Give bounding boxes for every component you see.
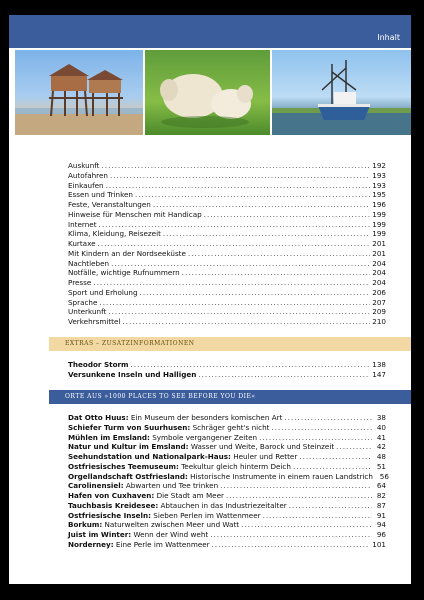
toc-entry-place-name: Borkum: [68, 520, 103, 530]
toc-entry-title [68, 452, 297, 462]
toc-entry-subtitle: Heuler und Retter [230, 452, 298, 461]
toc-entry-page: 51 [376, 461, 386, 471]
toc-entry-title: Feste, Veranstaltungen [68, 200, 151, 209]
photo-sheep [145, 50, 270, 135]
toc-entry-page: 41 [376, 432, 386, 442]
dot-leader [289, 501, 372, 511]
toc-entry-place-name: Tauchbasis Kreidesee: [68, 500, 159, 510]
toc-entry-title: Theodor Storm [68, 360, 129, 369]
photo-fishing-boat [272, 50, 411, 135]
dot-leader [102, 161, 371, 171]
toc-entry-page: 201 [372, 248, 386, 258]
toc-entry-page: 204 [372, 268, 386, 278]
toc-entry-page: 38 [376, 413, 386, 422]
dot-leader [204, 210, 371, 220]
toc-entry-page: 199 [372, 209, 386, 219]
toc-entry-subtitle: Wasser und Weite, Barock und Steinzeit [188, 442, 335, 452]
toc-entry[interactable] [68, 210, 386, 220]
toc-entry-title: Versunkene Inseln und Halligen [68, 369, 197, 379]
toc-entry-place-name: Natur und Kultur im Emsland: [68, 442, 189, 452]
toc-entry-title: Kurtaxe [68, 239, 96, 248]
toc-entry-title [68, 491, 224, 501]
toc-entry[interactable] [68, 220, 386, 230]
dot-leader [110, 171, 370, 181]
dot-leader [153, 200, 370, 210]
toc-entry[interactable] [68, 171, 386, 181]
header-bar [9, 15, 411, 48]
toc-entry[interactable] [68, 530, 386, 540]
toc-entry-title: Mit Kindern an der Nordseeküste [68, 248, 186, 258]
toc-entry[interactable] [68, 452, 386, 462]
toc-entry[interactable] [68, 501, 386, 511]
toc-entry-place-name: Juist im Winter: [68, 530, 132, 539]
toc-entry[interactable] [68, 370, 386, 380]
toc-entry-page: 64 [376, 481, 386, 491]
toc-entry[interactable] [68, 229, 386, 239]
toc-places [68, 413, 389, 550]
toc-entry[interactable] [68, 259, 386, 269]
toc-entry-page: 195 [372, 190, 386, 200]
toc-entry[interactable] [68, 511, 386, 521]
section-heading-extras: EXTRAS – ZUSATZINFORMATIONEN [49, 337, 411, 351]
toc-entry-place-name: Ostfriesisches Teemuseum: [68, 461, 179, 471]
toc-entry-subtitle: Sieben Perlen im Wattenmeer [151, 510, 261, 520]
dot-leader [106, 181, 371, 191]
toc-entry[interactable] [68, 190, 386, 200]
toc-entry-page: 192 [372, 161, 386, 170]
toc-entry-subtitle: Historische Instrumente in einem rauen Landstrich [187, 471, 373, 481]
dot-leader [220, 481, 372, 491]
toc-entry-subtitle: Abwarten und Tee trinken [123, 481, 219, 491]
toc-entry[interactable] [68, 481, 386, 491]
toc-entry[interactable] [68, 200, 386, 210]
toc-entry-title [68, 520, 239, 530]
toc-practical-info [68, 161, 386, 327]
dot-leader [259, 433, 372, 443]
dot-leader [263, 511, 372, 521]
toc-entry-title: Nachtleben [68, 258, 110, 268]
toc-entry-title: Auskunft [68, 161, 100, 170]
toc-extras [68, 360, 386, 380]
toc-entry-title [68, 462, 291, 472]
toc-entry-page: 94 [376, 520, 386, 530]
toc-entry-page: 196 [372, 200, 386, 209]
dot-leader [210, 530, 372, 540]
toc-entry-title [68, 472, 373, 482]
toc-entry-title: Sport und Erholung [68, 287, 138, 297]
dot-leader [108, 307, 370, 317]
toc-entry-title [68, 423, 269, 433]
toc-entry-subtitle: Naturwelten zwischen Meer und Watt [102, 520, 240, 530]
toc-entry-subtitle: Ein Museum der besonders komischen Art [128, 413, 283, 422]
toc-entry-page: 199 [372, 229, 386, 239]
toc-entry-title: Essen und Trinken [68, 190, 133, 200]
dot-leader [99, 298, 370, 308]
toc-entry[interactable] [68, 423, 386, 433]
toc-entry[interactable] [68, 462, 386, 472]
toc-entry-place-name: Ostfriesische Inseln: [68, 510, 152, 520]
dot-leader [212, 540, 371, 550]
toc-entry[interactable] [68, 278, 386, 288]
toc-entry-page: 210 [372, 317, 386, 326]
toc-entry-page: 82 [376, 491, 386, 500]
toc-entry-subtitle: Symbole vergangener Zeiten [149, 432, 258, 442]
toc-entry[interactable] [68, 249, 386, 259]
dot-leader [131, 360, 371, 370]
toc-entry-title [68, 511, 261, 521]
dot-leader [299, 452, 372, 462]
toc-entry-title: Sprache [68, 297, 98, 307]
toc-entry-place-name: Hafen von Cuxhaven: [68, 491, 155, 500]
toc-entry[interactable] [68, 298, 386, 308]
toc-entry[interactable] [68, 413, 386, 423]
toc-entry[interactable] [68, 307, 386, 317]
toc-entry[interactable] [68, 491, 386, 501]
toc-entry-subtitle: Die Stadt am Meer [154, 491, 224, 500]
toc-entry-page: 91 [376, 510, 386, 520]
toc-entry-place-name: Schiefer Turm von Suurhusen: [68, 422, 191, 432]
toc-entry-subtitle: Teekultur gleich hinterm Deich [178, 461, 291, 471]
toc-entry-subtitle: Abtauchen in das Industriezeitalter [158, 500, 287, 510]
toc-entry-page: 207 [372, 297, 386, 307]
toc-entry-title [68, 413, 282, 423]
toc-entry[interactable] [68, 288, 386, 298]
book-page [9, 15, 411, 584]
dot-leader [226, 491, 372, 501]
dot-leader [284, 413, 372, 423]
toc-entry[interactable] [68, 161, 386, 171]
toc-entry-subtitle: Wenn der Wind weht [131, 530, 209, 539]
toc-entry-place-name: Mühlen im Emsland: [68, 432, 150, 442]
toc-entry-page: 42 [376, 442, 386, 452]
toc-entry-title [68, 501, 287, 511]
dot-leader [111, 259, 370, 269]
dot-leader [163, 229, 370, 239]
section-heading-places: ORTE AUS »1000 PLACES TO SEE BEFORE YOU DIE« [49, 390, 411, 404]
photo-stilt-houses [15, 50, 143, 135]
toc-entry-page: 96 [376, 530, 386, 539]
toc-entry-page: 48 [376, 452, 386, 461]
toc-entry-title [68, 433, 257, 443]
toc-entry-title [68, 540, 210, 550]
dot-leader [188, 249, 370, 259]
toc-entry-subtitle: Schräger geht's nicht [190, 422, 270, 432]
toc-entry-place-name: Seehundstation und Nationalpark-Haus: [68, 452, 231, 461]
dot-leader [122, 317, 370, 327]
dot-leader [198, 370, 370, 380]
dot-leader [182, 268, 371, 278]
dot-leader [98, 239, 371, 249]
toc-entry-page: 147 [372, 369, 386, 379]
dot-leader [135, 190, 370, 200]
toc-entry-title: Presse [68, 278, 92, 287]
toc-entry-title: Internet [68, 219, 97, 229]
dot-leader [336, 442, 372, 452]
toc-entry-page: 206 [372, 287, 386, 297]
toc-entry-place-name: Carolinensiel: [68, 481, 124, 491]
toc-entry-title: Unterkunft [68, 307, 107, 317]
toc-entry[interactable] [68, 471, 389, 482]
dot-leader [271, 423, 372, 433]
toc-entry[interactable] [68, 442, 386, 452]
dot-leader [93, 278, 370, 288]
section-title: Inhalt [377, 33, 400, 42]
toc-entry-title: Autofahren [68, 170, 108, 180]
toc-entry-page: 204 [372, 278, 386, 287]
toc-entry-page: 199 [372, 219, 386, 229]
toc-entry-page: 87 [376, 500, 386, 510]
toc-entry[interactable] [68, 540, 386, 550]
toc-entry-place-name: Orgellandschaft Ostfriesland: [68, 471, 188, 481]
toc-entry[interactable] [68, 433, 386, 443]
toc-entry[interactable] [68, 181, 386, 191]
toc-entry-title: Hinweise für Menschen mit Handicap [68, 209, 202, 219]
toc-entry[interactable] [68, 360, 386, 370]
toc-entry-page: 201 [372, 239, 386, 248]
dot-leader [293, 462, 372, 472]
toc-entry[interactable] [68, 239, 386, 249]
toc-entry[interactable] [68, 268, 386, 278]
toc-entry-page: 101 [372, 539, 386, 549]
toc-entry-title: Verkehrsmittel [68, 317, 121, 326]
dot-leader [140, 288, 371, 298]
toc-entry-place-name: Norderney: [68, 539, 114, 549]
dot-leader [99, 220, 371, 230]
toc-entry-page: 138 [372, 360, 386, 369]
toc-entry-title: Einkaufen [68, 180, 104, 190]
toc-entry-title [68, 442, 334, 452]
toc-entry-title: Klima, Kleidung, Reisezeit [68, 229, 161, 239]
toc-entry[interactable] [68, 317, 386, 327]
toc-entry-page: 40 [376, 422, 386, 432]
toc-entry-page: 193 [372, 170, 386, 180]
toc-entry-page: 56 [379, 471, 389, 481]
toc-entry[interactable] [68, 520, 386, 530]
toc-entry-page: 193 [372, 180, 386, 190]
toc-entry-title [68, 481, 218, 491]
toc-entry-subtitle: Eine Perle im Wattenmeer [113, 539, 210, 549]
toc-entry-place-name: Dat Otto Huus: [68, 413, 129, 422]
toc-entry-page: 204 [372, 258, 386, 268]
toc-entry-title: Notfälle, wichtige Rufnummern [68, 268, 180, 278]
dot-leader [241, 520, 372, 530]
toc-entry-page: 209 [372, 307, 386, 317]
toc-entry-title [68, 530, 208, 540]
